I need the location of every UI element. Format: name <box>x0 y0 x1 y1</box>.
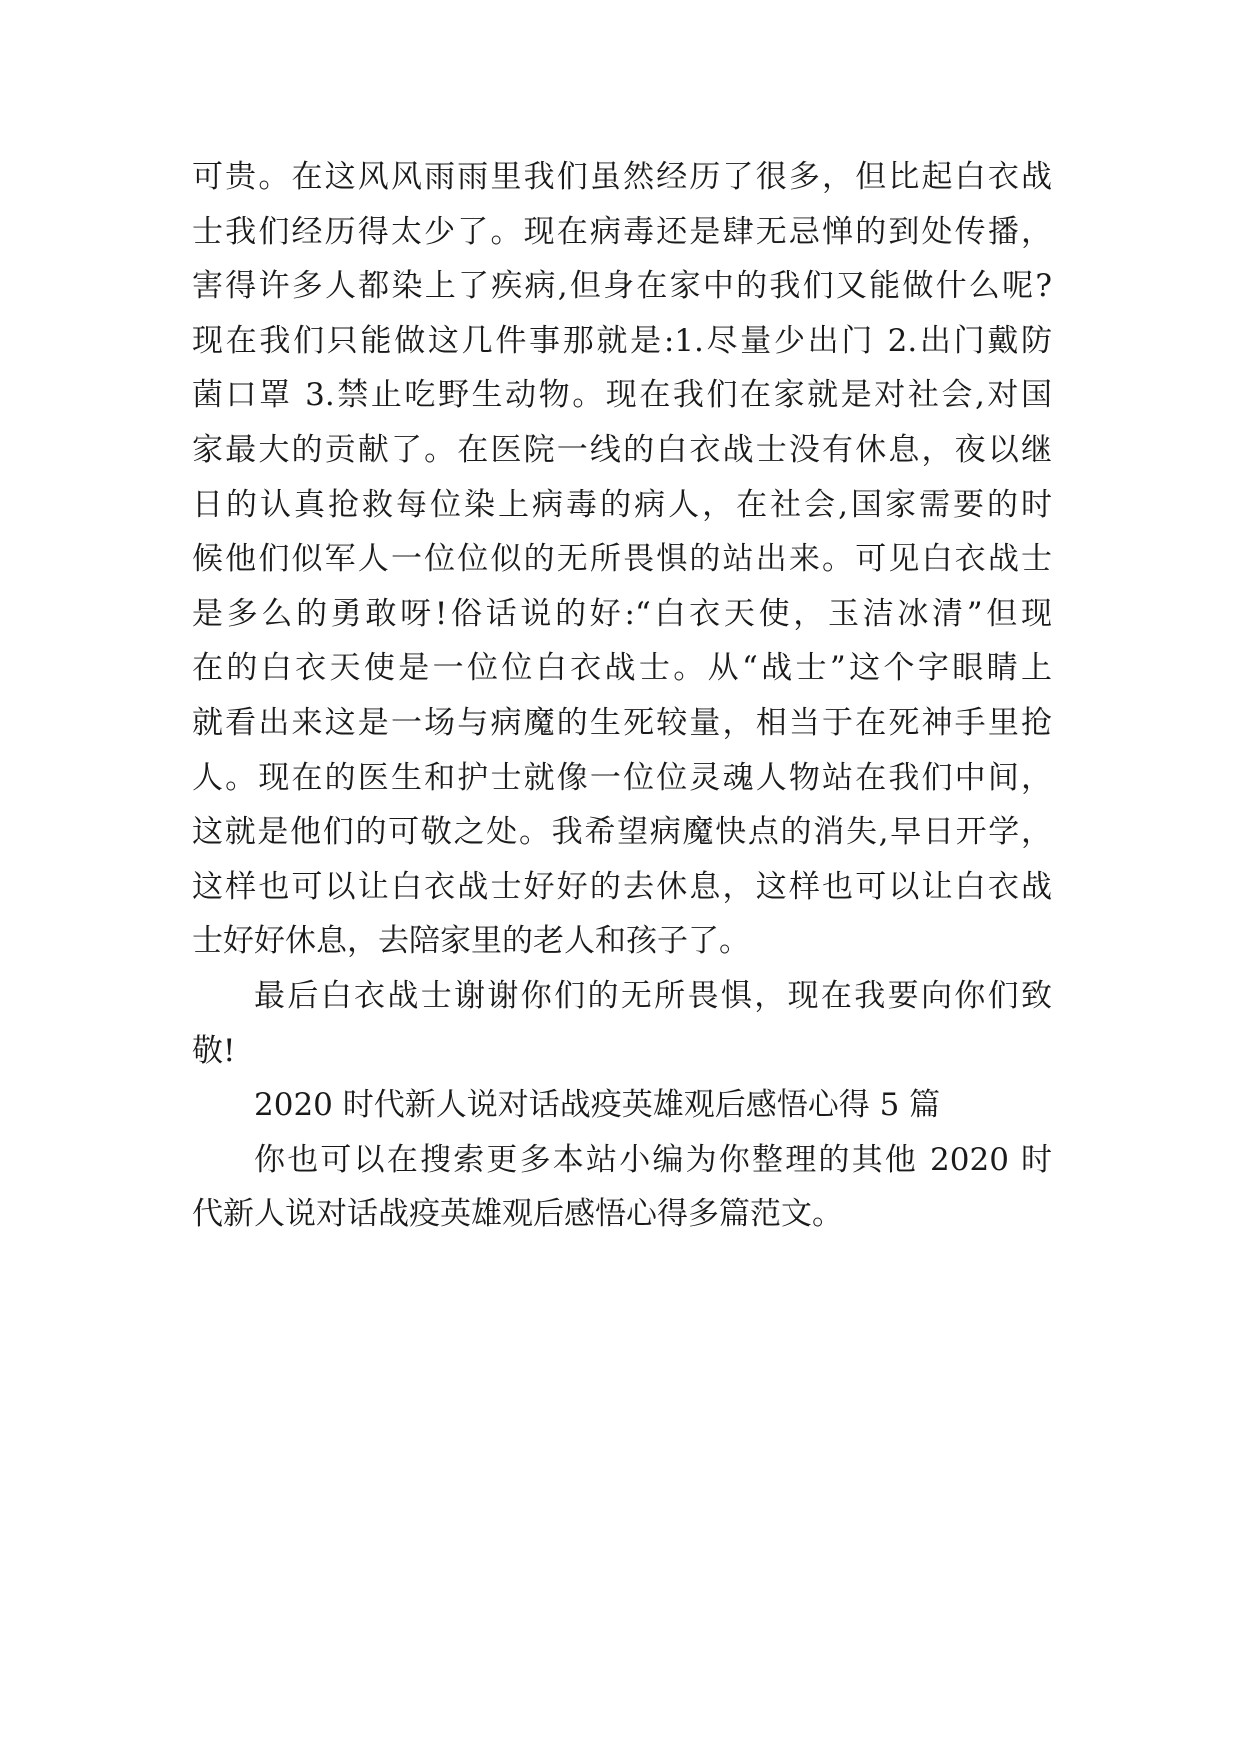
text-line: 你也可以在搜索更多本站小编为你整理的其他 2020 时 <box>254 1141 1052 1178</box>
paragraph-title <box>192 1078 1052 1133</box>
text-line: 人。现在的医生和护士就像一位位灵魂人物站在我们中间， <box>192 759 1052 796</box>
text-line: 这样也可以让白衣战士好好的去休息，这样也可以让白衣战 <box>192 868 1052 905</box>
text-line: 代新人说对话战疫英雄观后感悟心得多篇范文。 <box>192 1196 843 1233</box>
paragraph-closing <box>192 969 1052 1078</box>
document-body <box>192 150 1052 1242</box>
text-line: 士好好休息，去陪家里的老人和孩子了。 <box>192 923 750 960</box>
text-line: 家最大的贡献了。在医院一线的白衣战士没有休息，夜以继 <box>192 431 1052 468</box>
text-line: 害得许多人都染上了疾病,但身在家中的我们又能做什么呢? <box>192 268 1052 305</box>
text-line: 候他们似军人一位位似的无所畏惧的站出来。可见白衣战士 <box>192 541 1052 578</box>
text-line: 现在我们只能做这几件事那就是:1.尽量少出门 2.出门戴防 <box>192 322 1052 359</box>
text-line: 最后白衣战士谢谢你们的无所畏惧，现在我要向你们致 <box>254 977 1052 1014</box>
paragraph-more-articles <box>192 1133 1052 1242</box>
text-line: 在的白衣天使是一位位白衣战士。从“战士”这个字眼睛上 <box>192 650 1052 687</box>
text-line: 就看出来这是一场与病魔的生死较量，相当于在死神手里抢 <box>192 704 1052 741</box>
text-line: 可贵。在这风风雨雨里我们虽然经历了很多，但比起白衣战 <box>192 159 1052 195</box>
text-line: 菌口罩 3.禁止吃野生动物。现在我们在家就是对社会,对国 <box>192 377 1052 414</box>
paragraph-essay-body <box>192 150 1052 969</box>
text-line: 士我们经历得太少了。现在病毒还是肆无忌惮的到处传播， <box>192 213 1052 250</box>
text-line: 敬! <box>192 1032 236 1069</box>
text-line: 这就是他们的可敬之处。我希望病魔快点的消失,早日开学， <box>192 814 1052 851</box>
text-line: 日的认真抢救每位染上病毒的病人，在社会,国家需要的时 <box>192 486 1052 523</box>
article-title-line: 2020 时代新人说对话战疫英雄观后感悟心得 5 篇 <box>254 1087 941 1124</box>
text-line: 是多么的勇敢呀!俗话说的好:“白衣天使，玉洁冰清”但现 <box>192 595 1052 632</box>
